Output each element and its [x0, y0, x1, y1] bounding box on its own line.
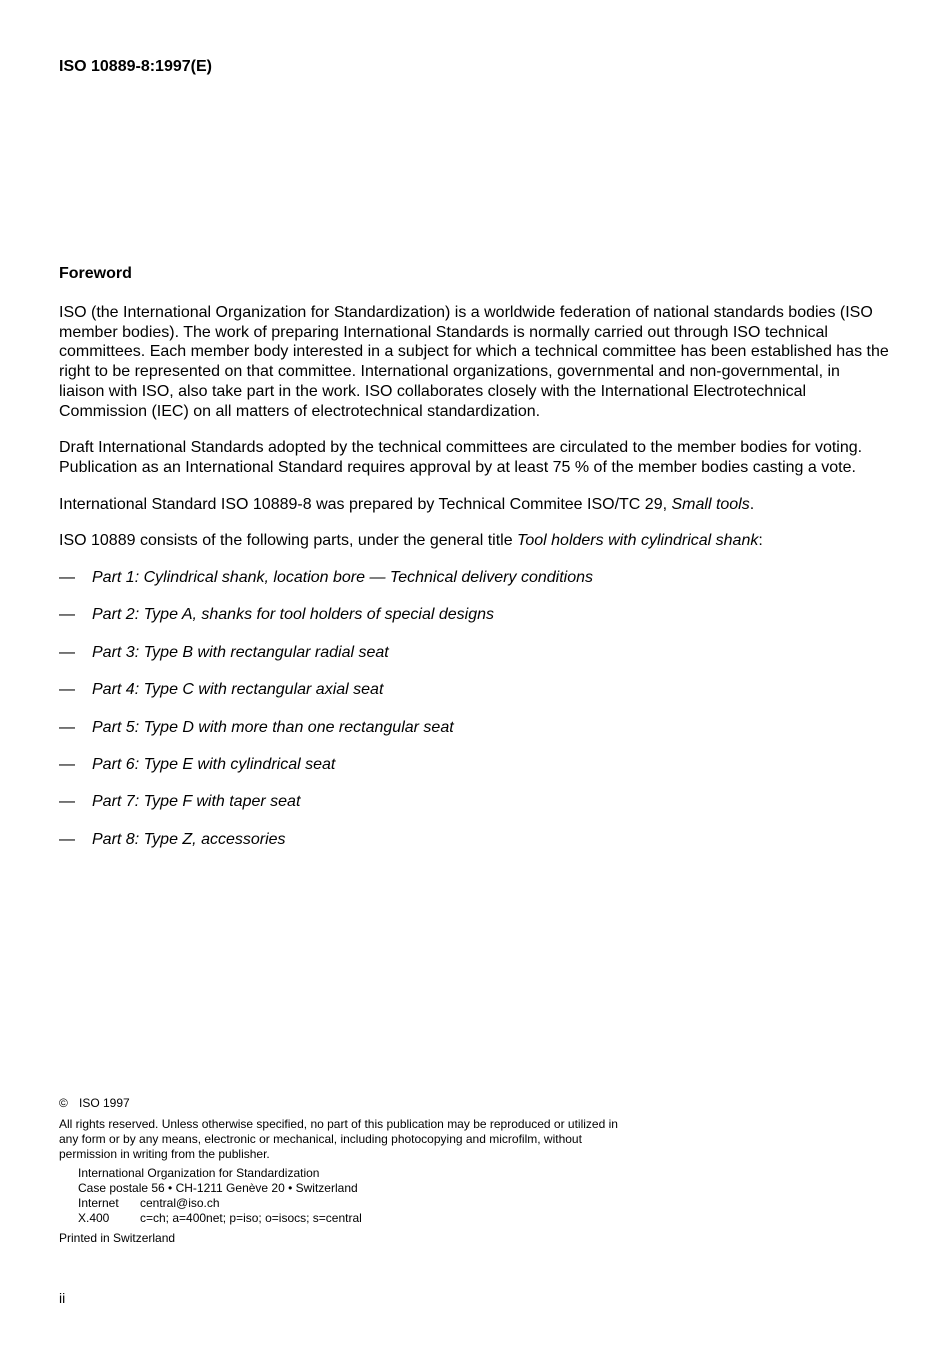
copyright-block: [59, 1096, 619, 1246]
page-number: ii: [59, 1290, 66, 1306]
list-item: [59, 718, 889, 738]
part-title: Part 5: Type D with more than one rectangular seat: [92, 718, 454, 736]
parts-intro-paragraph: [59, 531, 889, 551]
list-item: [59, 830, 889, 850]
x400-line: [78, 1211, 619, 1226]
postal-address: Case postale 56 • CH-1211 Genève 20 • Switzerland: [78, 1181, 358, 1195]
foreword-section: [59, 265, 889, 867]
part-title: Part 3: Type B with rectangular radial seat: [92, 643, 389, 661]
list-item: [59, 568, 889, 588]
general-title: Tool holders with cylindrical shank: [517, 532, 759, 550]
list-dash: —: [59, 606, 75, 624]
committee-title: Small tools: [671, 495, 750, 513]
internet-line: [78, 1196, 619, 1211]
copyright-symbol: ©: [59, 1096, 68, 1110]
list-dash: —: [59, 569, 75, 587]
list-dash: —: [59, 643, 75, 661]
rights-notice: All rights reserved. Unless otherwise specified, no part of this publication may be reproduced or utilized in any form or by any means, electronic or mechanical, including photocopying and microfilm, without permission in writing from the publisher.: [59, 1117, 618, 1161]
copyright-line: [59, 1096, 619, 1111]
list-item: [59, 755, 889, 775]
list-item: [59, 605, 889, 625]
copyright-text: ISO 1997: [79, 1096, 130, 1110]
publisher-address: [59, 1166, 619, 1226]
document-id-header: ISO 10889-8:1997(E): [59, 58, 212, 75]
parts-intro-text: ISO 10889 consists of the following parts, under the general title: [59, 532, 518, 550]
foreword-paragraph: Draft International Standards adopted by the technical committees are circulated to the member bodies for voting. Publication as an International Standard requires approval by at least 75 % of the member bodies casting a vote.: [59, 439, 863, 476]
list-dash: —: [59, 830, 75, 848]
internet-label: Internet: [78, 1196, 119, 1210]
parts-list: [59, 568, 889, 850]
part-title: Part 2: Type A, shanks for tool holders of special designs: [92, 606, 494, 624]
x400-label: X.400: [78, 1211, 110, 1225]
list-dash: —: [59, 718, 75, 736]
part-title: Part 8: Type Z, accessories: [92, 830, 286, 848]
x400-value: c=ch; a=400net; p=iso; o=isocs; s=central: [140, 1211, 362, 1225]
list-dash: —: [59, 681, 75, 699]
list-item: [59, 680, 889, 700]
part-title: Part 7: Type F with taper seat: [92, 793, 301, 811]
part-title: Part 4: Type C with rectangular axial seat: [92, 681, 384, 699]
prepared-by-paragraph: [59, 495, 889, 515]
list-dash: —: [59, 793, 75, 811]
list-item: [59, 792, 889, 812]
list-item: [59, 643, 889, 663]
printed-in: Printed in Switzerland: [59, 1231, 176, 1245]
foreword-title: Foreword: [59, 265, 132, 282]
parts-intro-suffix: :: [758, 532, 763, 550]
prepared-suffix: .: [749, 495, 755, 513]
part-title: Part 1: Cylindrical shank, location bore — Technical delivery conditions: [92, 569, 593, 587]
foreword-paragraph: ISO (the International Organization for Standardization) is a worldwide federation of national standards bodies (ISO member bodies). The work of preparing International Standards is normally carried out through ISO technical committees. Each member body interested in a subject for which a technical committee has been established has the right to be represented on that committee. International organizations, governmental and non-governmental, in liaison with ISO, also take part in the work. ISO collaborates closely with the International Electrotechnical Commission (IEC) on all matters of electrotechnical standardization.: [59, 304, 889, 420]
list-dash: —: [59, 755, 75, 773]
prepared-text: International Standard ISO 10889-8 was prepared by Technical Commitee ISO/TC 29,: [59, 495, 672, 513]
organization-name: International Organization for Standardization: [78, 1166, 320, 1180]
part-title: Part 6: Type E with cylindrical seat: [92, 755, 336, 773]
internet-value: central@iso.ch: [140, 1196, 220, 1210]
